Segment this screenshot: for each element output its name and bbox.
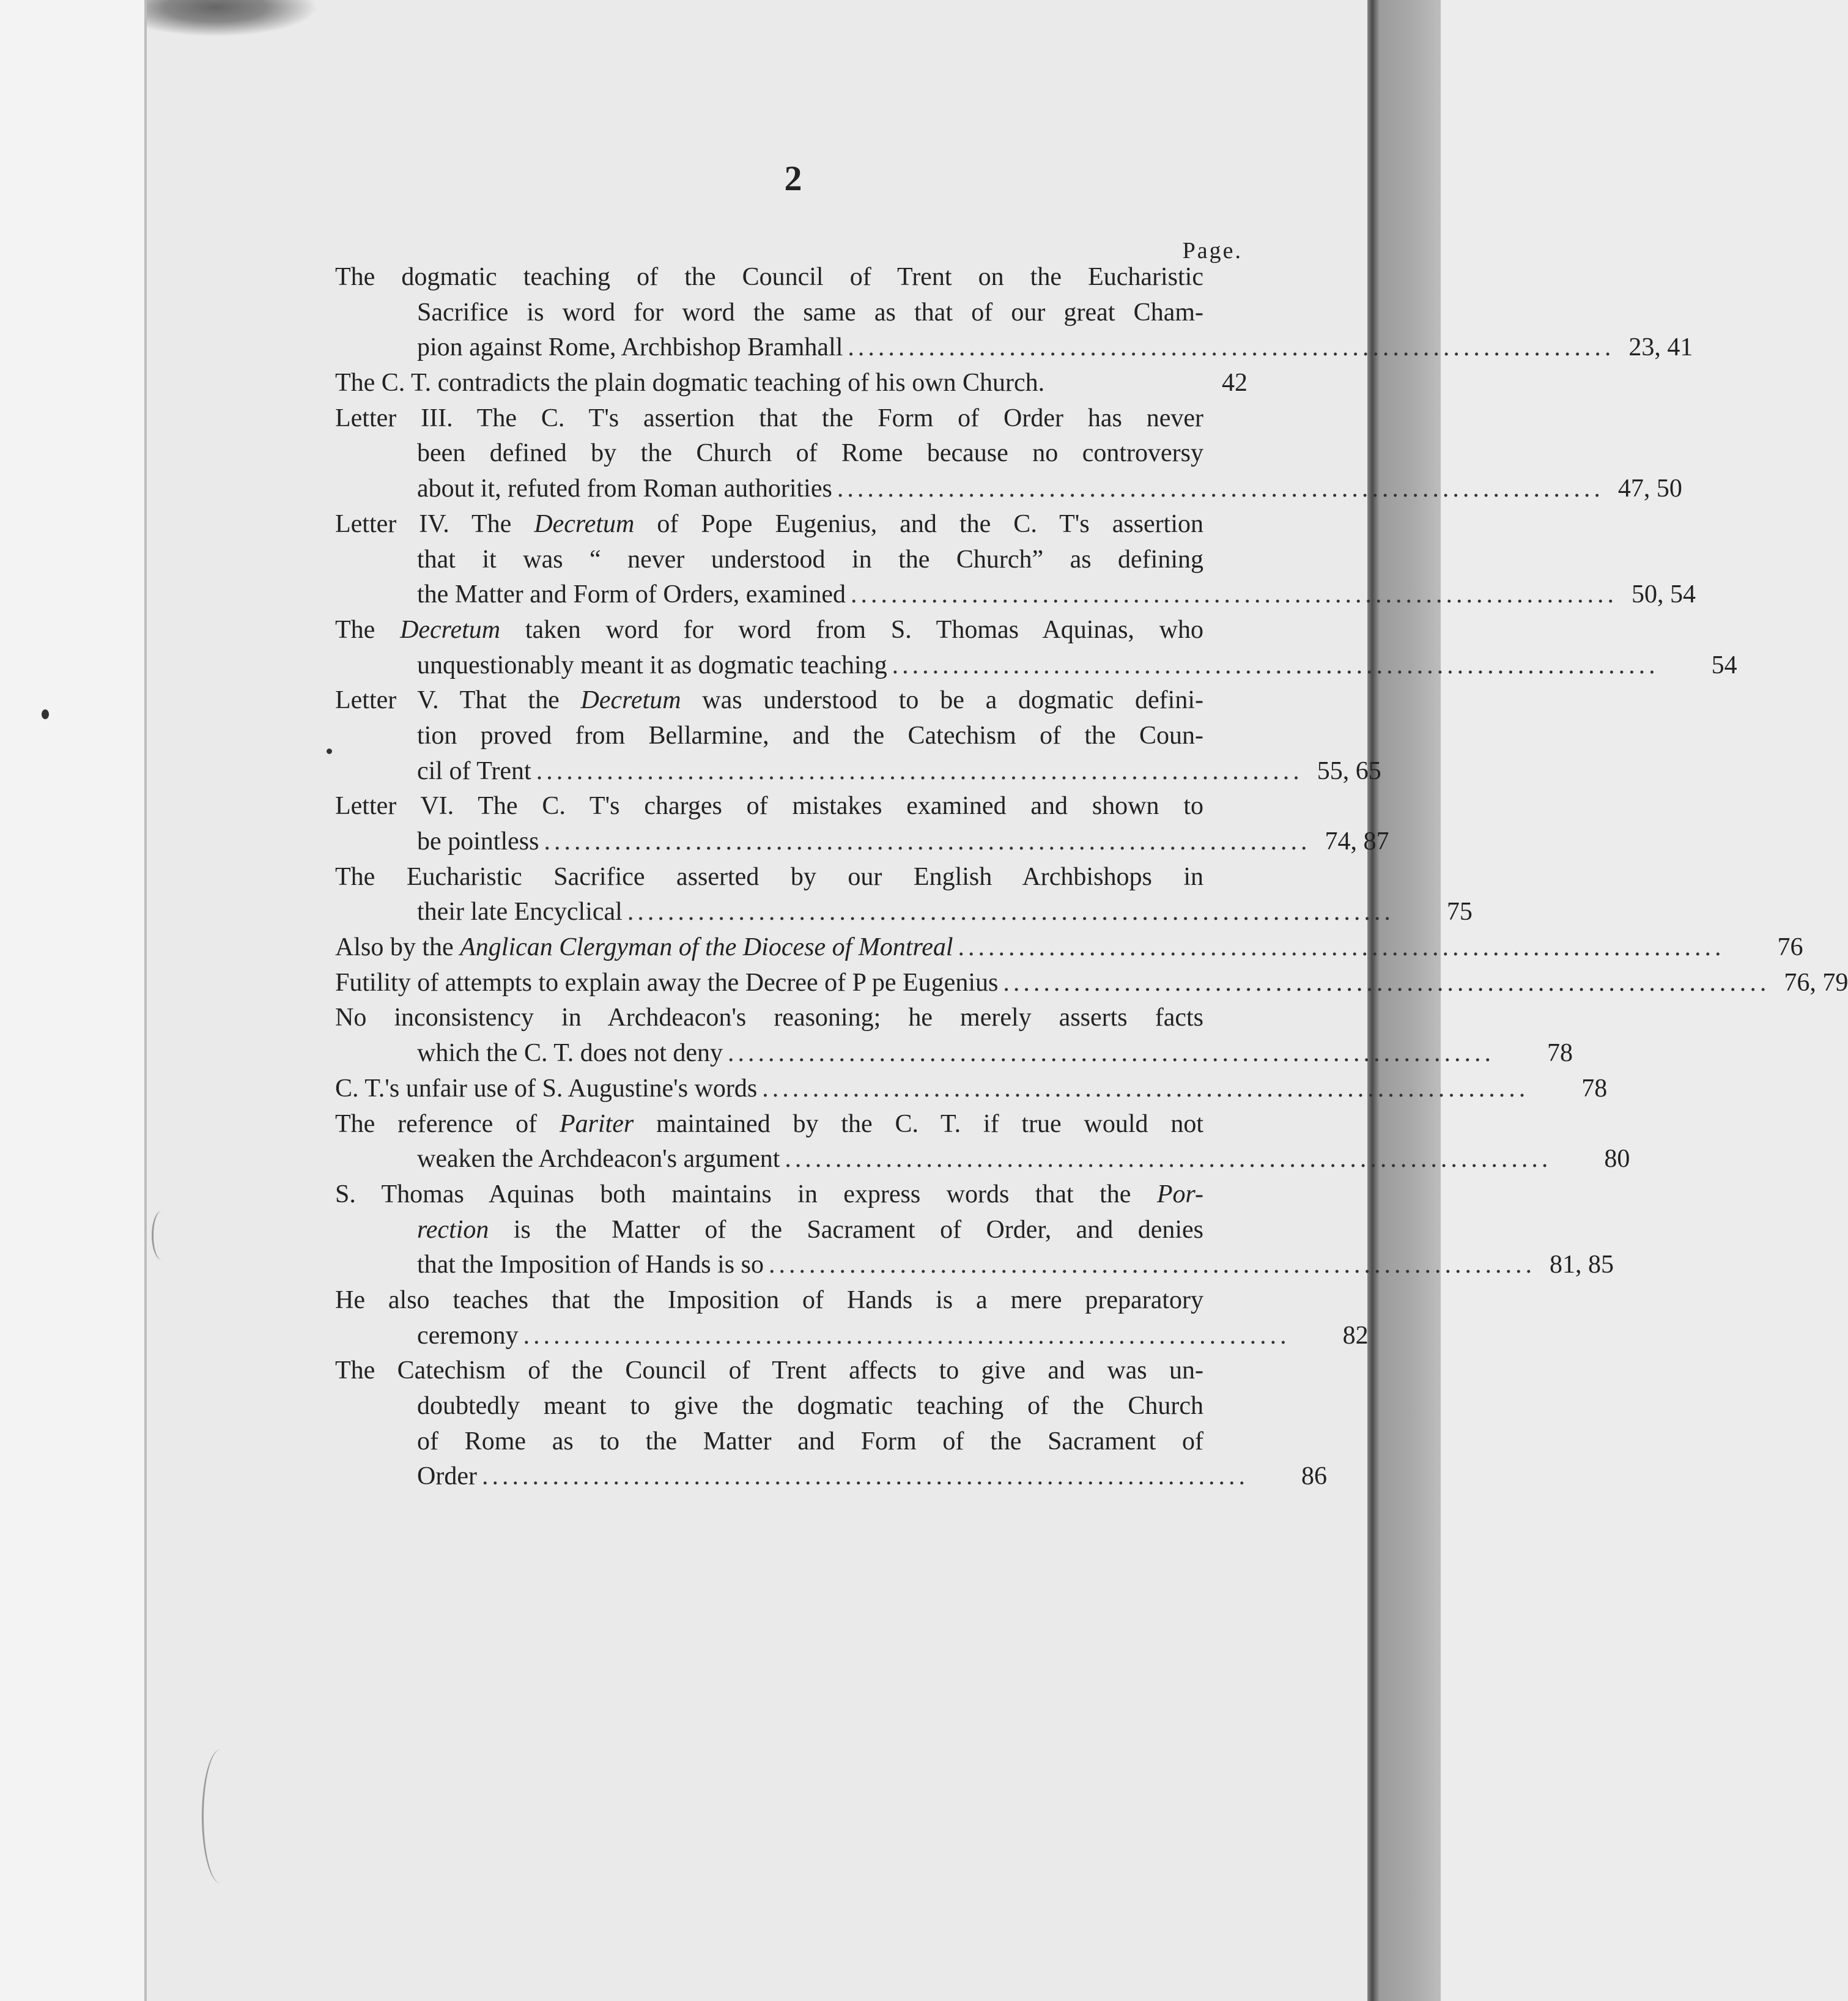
toc-page-ref: 55, 65 <box>1317 756 1381 785</box>
toc-line: The reference of Pariter maintained by the C. T. if true would not <box>335 1109 1204 1138</box>
toc-line-text: Futility of attempts to explain away the Decree of P pe Eugenius <box>335 968 999 997</box>
toc-line-text: Order <box>417 1462 477 1491</box>
toc-entry <box>335 1283 1369 1353</box>
toc-line: that it was “ never understood in the Church” as defining <box>417 545 1203 574</box>
toc-page-ref: 23, 41 <box>1628 333 1693 362</box>
toc-page-ref: 78 <box>1547 1039 1573 1068</box>
toc-line: tion proved from Bellarmine, and the Catechism of the Coun- <box>417 721 1203 750</box>
toc-line: He also teaches that the Imposition of Hands is a mere preparatory <box>335 1285 1203 1314</box>
toc-line <box>335 648 1737 684</box>
toc-entry <box>335 930 1803 966</box>
toc-page-ref: 50, 54 <box>1631 580 1696 609</box>
leader-dots: ............................................................................ <box>536 756 1303 785</box>
page-number: 2 <box>784 158 802 198</box>
toc-line <box>335 330 1693 366</box>
toc-entry <box>335 683 1381 789</box>
toc-entry <box>335 1000 1573 1071</box>
toc-line-text: weaken the Archdeacon's argument <box>417 1145 780 1174</box>
toc-line: The Decretum taken word for word from S. Thomas Aquinas, who <box>335 615 1203 644</box>
toc-entry <box>335 789 1389 859</box>
toc-entry <box>335 1353 1327 1495</box>
leader-dots: ............................................................................ <box>958 933 1725 962</box>
toc-line-text: ceremony <box>417 1321 519 1350</box>
leader-dots: ............................................................................ <box>892 651 1659 679</box>
toc-page-ref: 75 <box>1446 898 1473 927</box>
toc-line: of Rome as to the Matter and Form of the Sacrament of <box>417 1427 1203 1455</box>
paper-scratch <box>152 1211 172 1260</box>
page-column-header: Page. <box>1182 238 1243 264</box>
toc-line-text: which the C. T. does not deny <box>417 1039 723 1068</box>
leader-dots: ............................................................................ <box>850 580 1617 609</box>
toc-line-text: cil of Trent <box>417 756 531 785</box>
table-of-contents <box>335 260 1848 1495</box>
toc-line <box>335 966 1848 1001</box>
toc-entry <box>335 366 1247 401</box>
toc-line <box>335 1459 1327 1495</box>
leader-dots: ............................................................................ <box>785 1145 1552 1174</box>
ink-speck <box>42 709 49 719</box>
leader-dots: ............................................................................ <box>481 1462 1249 1491</box>
toc-page-ref: 42 <box>1222 369 1247 398</box>
toc-line-text: unquestionably meant it as dogmatic teaching <box>417 651 887 679</box>
toc-line <box>335 895 1473 930</box>
toc-line: doubtedly meant to give the dogmatic teaching of the Church <box>417 1392 1203 1420</box>
toc-line <box>335 366 1247 401</box>
toc-line: No inconsistency in Archdeacon's reasoning; he merely asserts facts <box>335 1004 1203 1032</box>
toc-line-text: that the Imposition of Hands is so <box>417 1251 764 1279</box>
toc-line: rection is the Matter of the Sacrament of Order, and denies <box>417 1215 1203 1244</box>
toc-line: Letter VI. The C. T's charges of mistakes examined and shown to <box>335 792 1203 821</box>
toc-page-ref: 81, 85 <box>1549 1251 1614 1279</box>
toc-entry <box>335 260 1693 366</box>
toc-line <box>335 577 1696 613</box>
toc-page-ref: 76 <box>1777 933 1803 962</box>
leader-dots: ............................................................................ <box>768 1251 1536 1279</box>
toc-page-ref: 78 <box>1581 1074 1608 1103</box>
toc-entry <box>335 860 1473 930</box>
toc-line: The Catechism of the Council of Trent affects to give and was un- <box>335 1356 1203 1385</box>
toc-page-ref: 86 <box>1301 1462 1327 1491</box>
toc-line <box>335 930 1803 966</box>
toc-line: been defined by the Church of Rome because no controversy <box>417 439 1203 468</box>
ink-speck <box>327 749 332 754</box>
paper-scratch <box>202 1749 240 1884</box>
toc-page-ref: 82 <box>1342 1321 1369 1350</box>
toc-line <box>335 472 1682 507</box>
toc-line-text: the Matter and Form of Orders, examined <box>417 580 846 609</box>
toc-entry <box>335 613 1737 683</box>
toc-line-text: C. T.'s unfair use of S. Augustine's words <box>335 1074 758 1103</box>
leader-dots: ............................................................................ <box>523 1321 1290 1350</box>
leader-dots: ............................................................................ <box>762 1074 1529 1103</box>
toc-line <box>335 754 1381 790</box>
toc-line <box>335 1248 1614 1283</box>
toc-entry <box>335 1107 1630 1177</box>
toc-page-ref: 80 <box>1604 1145 1630 1174</box>
toc-line <box>335 1036 1573 1071</box>
toc-line-text: about it, refuted from Roman authorities <box>417 475 832 503</box>
toc-entry <box>335 1177 1614 1283</box>
toc-line: The dogmatic teaching of the Council of Trent on the Eucharistic <box>335 263 1203 291</box>
toc-entry <box>335 1071 1608 1107</box>
toc-page-ref: 74, 87 <box>1325 827 1389 856</box>
toc-page-ref: 54 <box>1711 651 1737 679</box>
leader-dots: ............................................................................ <box>837 475 1604 503</box>
toc-line: Letter IV. The Decretum of Pope Eugenius, and the C. T's assertion <box>335 509 1203 538</box>
toc-line <box>335 1319 1369 1354</box>
toc-line: S. Thomas Aquinas both maintains in express words that the Por- <box>335 1180 1203 1208</box>
leader-dots: ............................................................................ <box>627 898 1394 927</box>
toc-line-text: Also by the Anglican Clergyman of the Diocese of Montreal <box>335 933 953 962</box>
toc-line: Sacrifice is word for word the same as that of our great Cham- <box>417 298 1203 327</box>
leader-dots: ............................................................................ <box>728 1039 1495 1068</box>
toc-line: The Eucharistic Sacrifice asserted by our English Archbishops in <box>335 862 1203 891</box>
leader-dots: ............................................................................ <box>544 827 1311 856</box>
leader-dots: ............................................................................ <box>848 333 1615 362</box>
toc-line: Letter III. The C. T's assertion that the Form of Order has never <box>335 404 1203 432</box>
toc-line <box>335 1142 1630 1177</box>
ink-smudge <box>147 0 318 37</box>
toc-entry <box>335 966 1848 1001</box>
left-margin <box>0 0 144 2001</box>
toc-line <box>335 1071 1608 1107</box>
toc-line-text: pion against Rome, Archbishop Bramhall <box>417 333 843 362</box>
toc-line-text: The C. T. contradicts the plain dogmatic teaching of his own Church. <box>335 369 1045 398</box>
toc-line: Letter V. That the Decretum was understood to be a dogmatic defini- <box>335 686 1203 715</box>
leader-dots: ............................................................................ <box>1003 968 1770 997</box>
toc-page-ref: 76, 79 <box>1784 968 1848 997</box>
toc-line-text: be pointless <box>417 827 539 856</box>
toc-line-text: their late Encyclical <box>417 898 623 927</box>
toc-line <box>335 824 1389 860</box>
toc-entry <box>335 507 1696 613</box>
toc-page-ref: 47, 50 <box>1617 475 1682 503</box>
toc-entry <box>335 401 1682 507</box>
